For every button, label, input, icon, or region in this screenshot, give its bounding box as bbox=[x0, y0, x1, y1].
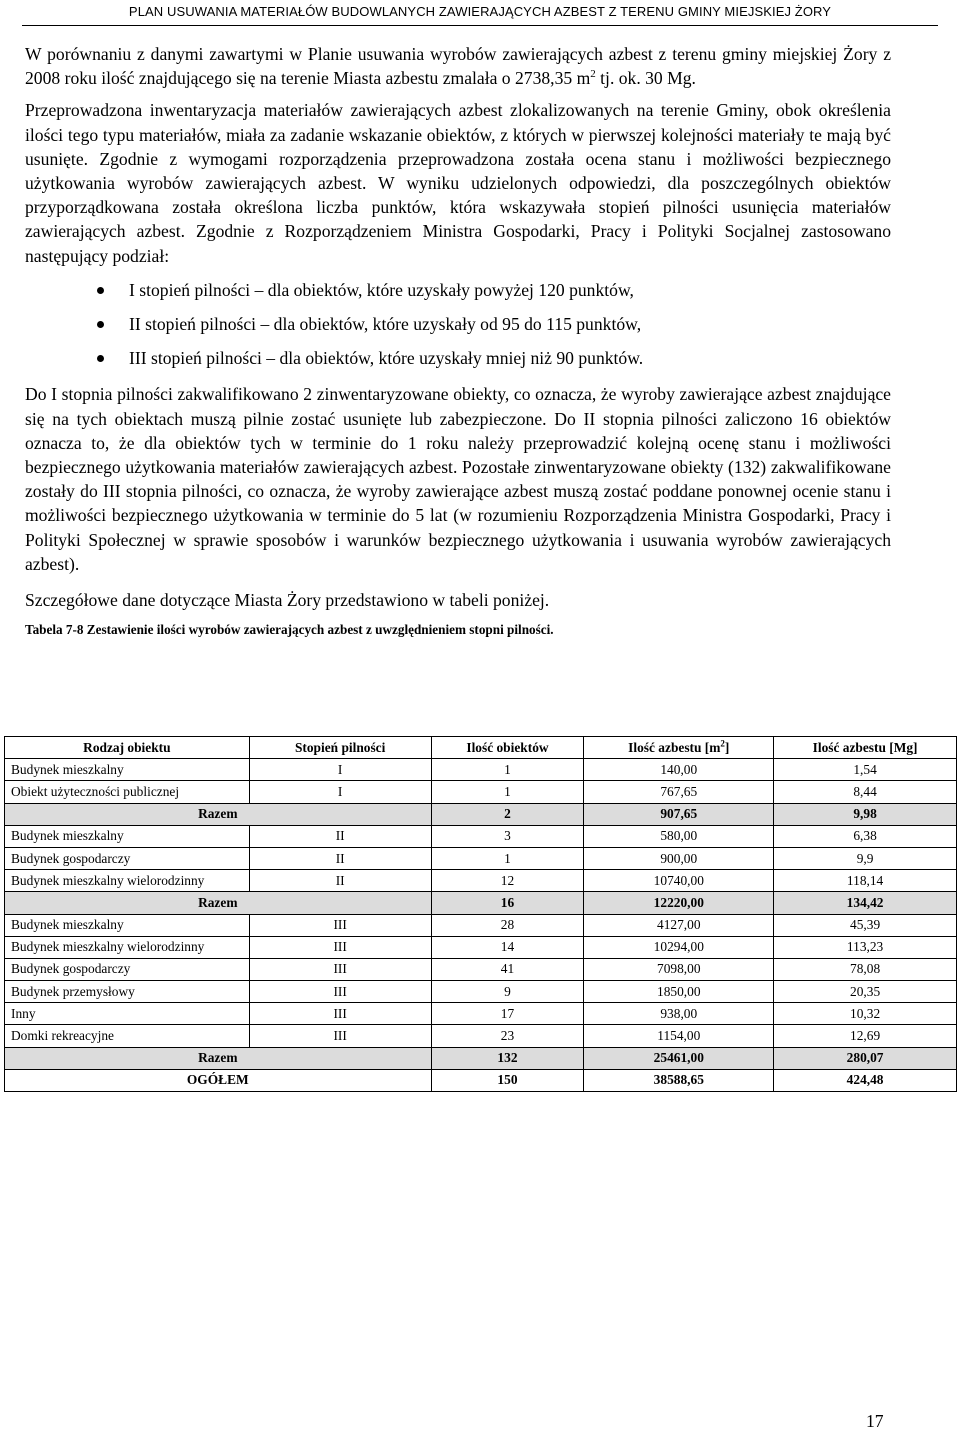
table-cell: 118,14 bbox=[774, 870, 957, 892]
table-cell: 2 bbox=[431, 803, 584, 825]
table-row bbox=[5, 936, 957, 958]
table-cell: III bbox=[249, 1003, 431, 1025]
table-cell: Budynek gospodarczy bbox=[5, 847, 250, 869]
table-cell: 4127,00 bbox=[584, 914, 774, 936]
column-header: Stopień pilności bbox=[249, 737, 431, 759]
table-cell: 767,65 bbox=[584, 781, 774, 803]
table-cell: II bbox=[249, 870, 431, 892]
column-header: Rodzaj obiektu bbox=[5, 737, 250, 759]
table-cell: I bbox=[249, 759, 431, 781]
list-item: III stopień pilności – dla obiektów, które uzyskały mniej niż 90 punktów. bbox=[25, 346, 891, 370]
table-cell: 140,00 bbox=[584, 759, 774, 781]
table-cell: 580,00 bbox=[584, 825, 774, 847]
asbestos-table bbox=[4, 736, 957, 1092]
table-cell: 25461,00 bbox=[584, 1047, 774, 1069]
table-cell: 28 bbox=[431, 914, 584, 936]
table-row bbox=[5, 1025, 957, 1047]
table-cell: 12220,00 bbox=[584, 892, 774, 914]
table-cell: Budynek gospodarczy bbox=[5, 958, 250, 980]
table-cell: 10294,00 bbox=[584, 936, 774, 958]
table-cell: II bbox=[249, 847, 431, 869]
table-cell: 20,35 bbox=[774, 981, 957, 1003]
paragraph-table-intro: Szczegółowe dane dotyczące Miasta Żory przedstawiono w tabeli poniżej. bbox=[25, 590, 550, 611]
table-cell: 900,00 bbox=[584, 847, 774, 869]
table-cell: 3 bbox=[431, 825, 584, 847]
bullet-icon bbox=[97, 287, 104, 294]
table-row bbox=[5, 847, 957, 869]
table-total-row bbox=[5, 1069, 957, 1091]
table-cell: 1 bbox=[431, 781, 584, 803]
table-cell: Obiekt użyteczności publicznej bbox=[5, 781, 250, 803]
table-cell: Budynek mieszkalny wielorodzinny bbox=[5, 870, 250, 892]
table-cell: 938,00 bbox=[584, 1003, 774, 1025]
table-cell: Budynek mieszkalny wielorodzinny bbox=[5, 936, 250, 958]
table-subtotal-row bbox=[5, 892, 957, 914]
table-cell: 45,39 bbox=[774, 914, 957, 936]
table-cell: 8,44 bbox=[774, 781, 957, 803]
bullet-icon bbox=[97, 321, 104, 328]
table-cell: Domki rekreacyjne bbox=[5, 1025, 250, 1047]
table-header-row bbox=[5, 737, 957, 759]
table-cell: 10740,00 bbox=[584, 870, 774, 892]
table-cell: 134,42 bbox=[774, 892, 957, 914]
table-cell: 150 bbox=[431, 1069, 584, 1091]
column-header: Ilość azbestu $[m^2]$ bbox=[584, 737, 774, 759]
table-cell: 907,65 bbox=[584, 803, 774, 825]
table-cell: 9,98 bbox=[774, 803, 957, 825]
table-cell: 7098,00 bbox=[584, 958, 774, 980]
page-number: 17 bbox=[866, 1411, 884, 1431]
table-cell: 280,07 bbox=[774, 1047, 957, 1069]
column-header: Ilość azbestu [Mg] bbox=[774, 737, 957, 759]
table-cell: Budynek przemysłowy bbox=[5, 981, 250, 1003]
table-row bbox=[5, 825, 957, 847]
table-cell: 1850,00 bbox=[584, 981, 774, 1003]
running-header: PLAN USUWANIA MATERIAŁÓW BUDOWLANYCH ZAWIERAJĄCYCH AZBEST Z TERENU GMINY MIEJSKIEJ ŻORY bbox=[22, 4, 938, 26]
table-cell: II bbox=[249, 825, 431, 847]
table-cell: III bbox=[249, 1025, 431, 1047]
table-cell: 41 bbox=[431, 958, 584, 980]
table-cell: 12,69 bbox=[774, 1025, 957, 1047]
table-caption: Tabela 7-8 Zestawienie ilości wyrobów zawierających azbest z uwzględnieniem stopni pilności. bbox=[25, 622, 554, 638]
table-cell: 12 bbox=[431, 870, 584, 892]
table-cell: 9 bbox=[431, 981, 584, 1003]
table-cell: 23 bbox=[431, 1025, 584, 1047]
table-cell: 424,48 bbox=[774, 1069, 957, 1091]
list-item: I stopień pilności – dla obiektów, które uzyskały powyżej 120 punktów, bbox=[25, 278, 891, 302]
table-cell: 14 bbox=[431, 936, 584, 958]
table-cell: 38588,65 bbox=[584, 1069, 774, 1091]
table-cell: III bbox=[249, 914, 431, 936]
table-cell: III bbox=[249, 936, 431, 958]
table-cell: 10,32 bbox=[774, 1003, 957, 1025]
paragraph-inventory: Przeprowadzona inwentaryzacja materiałów zawierających azbest zlokalizowanych na terenie Gminy, obok określenia ilości tego typu materiałów, miała za zadanie wskazanie obiektów, z których w pierwszej kolejności materiały te mają być usunięte. Zgodnie z wymogami rozporządzenia przeprowadzona została ocena stanu i możliwości bezpiecznego użytkowania wyrobów zawierających azbest. W wyniku udzielonych odpowiedzi, dla poszczególnych obiektów przyporządkowana została określona liczba punktów, która wskazywała stopień pilności usunięcia materiałów zawierających azbest. Zgodnie z Rozporządzeniem Ministra Gospodarki, Pracy i Polityki Socjalnej zastosowano następujący podział: bbox=[25, 100, 891, 266]
list-item: II stopień pilności – dla obiektów, które uzyskały od 95 do 115 punktów, bbox=[25, 312, 891, 336]
table-cell: Razem bbox=[5, 892, 432, 914]
table-cell: Budynek mieszkalny bbox=[5, 914, 250, 936]
table-cell: Razem bbox=[5, 1047, 432, 1069]
table-cell: 113,23 bbox=[774, 936, 957, 958]
table-cell: 1 bbox=[431, 847, 584, 869]
table-cell: OGÓŁEM bbox=[5, 1069, 432, 1091]
bullet-icon bbox=[97, 355, 104, 362]
table-row bbox=[5, 1003, 957, 1025]
table-cell: Razem bbox=[5, 803, 432, 825]
table-row bbox=[5, 914, 957, 936]
column-header: Ilość obiektów bbox=[431, 737, 584, 759]
table-row bbox=[5, 981, 957, 1003]
table-cell: III bbox=[249, 981, 431, 1003]
table-row bbox=[5, 870, 957, 892]
table-cell: 1 bbox=[431, 759, 584, 781]
paragraph-classification: Do I stopnia pilności zakwalifikowano 2 zinwentaryzowane obiekty, co oznacza, że wyroby zawierające azbest znajdujące się na tych obiektach muszą pilnie zostać usunięte lub zabezpieczone. Do II stopnia pilności zaliczono 16 obiektów oznacza to, że dla obiektów tych w terminie do 1 roku należy przeprowadzić kolejną ocenę stanu i możliwości bezpiecznego użytkowania materiałów zawierających azbest. Pozostałe zinwentaryzowane obiekty (132) zakwalifikowane zostały do III stopnia pilności, co oznacza, że wyroby zawierające azbest muszą zostać poddane ponownej ocenie stanu i możliwości bezpiecznego użytkowania w terminie do 5 lat (w rozumieniu Rozporządzenia Ministra Gospodarki, Pracy i Polityki Społecznej w sprawie sposobów i warunków bezpiecznego użytkowania i usuwania wyrobów zawierających azbest). bbox=[25, 384, 891, 574]
table-cell: 6,38 bbox=[774, 825, 957, 847]
table-cell: I bbox=[249, 781, 431, 803]
table-cell: Budynek mieszkalny bbox=[5, 825, 250, 847]
table-cell: 1154,00 bbox=[584, 1025, 774, 1047]
table-cell: 132 bbox=[431, 1047, 584, 1069]
paragraph-comparison: W porównaniu z danymi zawartymi w Planie usuwania wyrobów zawierających azbest z terenu gminy miejskiej Żory z 2008 roku ilość znajdującego się na terenie Miasta azbestu zmalała o 2738,35 $m^2$ tj. ok. 30 Mg. bbox=[25, 44, 891, 89]
table-cell: Budynek mieszkalny bbox=[5, 759, 250, 781]
document-body bbox=[25, 42, 891, 650]
table-cell: 16 bbox=[431, 892, 584, 914]
table-cell: 17 bbox=[431, 1003, 584, 1025]
table-subtotal-row bbox=[5, 803, 957, 825]
table-cell: III bbox=[249, 958, 431, 980]
table-cell: Inny bbox=[5, 1003, 250, 1025]
table-cell: 9,9 bbox=[774, 847, 957, 869]
urgency-levels-list bbox=[25, 278, 891, 371]
table-row bbox=[5, 759, 957, 781]
table-row bbox=[5, 958, 957, 980]
table-cell: 78,08 bbox=[774, 958, 957, 980]
table-cell: 1,54 bbox=[774, 759, 957, 781]
table-subtotal-row bbox=[5, 1047, 957, 1069]
table-row bbox=[5, 781, 957, 803]
